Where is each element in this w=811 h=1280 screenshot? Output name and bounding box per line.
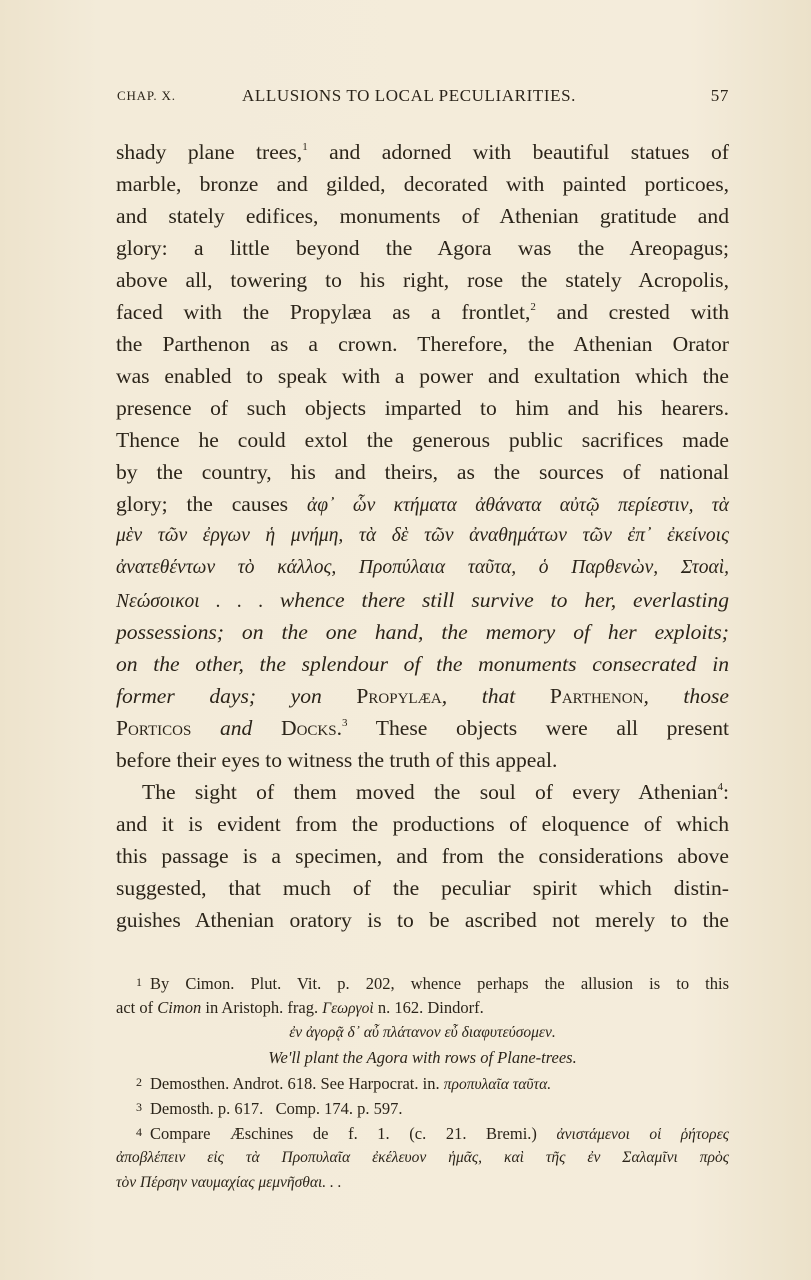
greek-quote-line: ἀνατεθέντων τὸ κάλλος, Προπύλαια ταῦτα, ὁ Παρθενὼν, Στοαὶ, — [116, 557, 729, 578]
footnote-4-cont: τὸν Πέρσην ναυμαχίας μεμνῆσθαι. . . — [116, 1174, 342, 1191]
text-line: glory; the causes ἀφ᾽ ὧν κτήματα ἀθάνατα αὐτῷ περίεστιν, τὰ — [116, 492, 730, 516]
footnotes — [116, 970, 729, 1195]
text-line: by the country, his and theirs, as the sources of national — [116, 460, 729, 484]
text-line: glory: a little beyond the Agora was the Areopagus; — [116, 236, 729, 260]
text-line: Νεώσοικοι . . . whence there still survive to her, everlasting — [116, 588, 730, 612]
body-text — [116, 136, 729, 936]
text-line: former days; yon Propylæa, that Parthenon, those — [116, 684, 729, 708]
text-line: was enabled to speak with a power and exultation which the — [116, 364, 729, 388]
text-line: shady plane trees,$^1$ and adorned with beautiful statues of — [116, 140, 729, 164]
footnote-number: 2 — [136, 1075, 142, 1089]
text-line: Porticos and Docks.$^3$ These objects were all present — [116, 716, 729, 740]
footnote-4-cont: ἀποβλέπειν εἰς τὰ Προπυλαῖα ἐκέλευον ἡμᾶς, καὶ τῆς ἐν Σαλαμῖνι πρὸς — [116, 1149, 729, 1166]
text-line: marble, bronze and gilded, decorated with painted porticoes, — [116, 172, 729, 196]
greek-quote: ἀφ᾽ ὧν κτήματα ἀθάνατα αὐτῷ περίεστιν, τὰ — [306, 495, 730, 516]
greek-quote: Νεώσοικοι . . . — [116, 591, 280, 612]
text-line: the Parthenon as a crown. Therefore, the Athenian Orator — [116, 332, 729, 356]
footnote-1-translation: We'll plant the Agora with rows of Plane-trees. — [268, 1048, 577, 1067]
text-line: The sight of them moved the soul of every Athenian$^4$: — [142, 780, 729, 804]
footnote-ref: 4 — [717, 781, 723, 793]
page-number: 57 — [710, 86, 729, 105]
text-line: and stately edifices, monuments of Athenian gratitude and — [116, 204, 729, 228]
text-line: faced with the Propylæa as a frontlet,$^2$ and crested with — [116, 300, 729, 324]
running-header — [117, 86, 729, 110]
text-line: possessions; on the one hand, the memory of her exploits; — [116, 620, 729, 644]
footnote-number: 1 — [136, 975, 142, 989]
footnote-4: 4 Compare Æschines de f. 1. (c. 21. Bremi.) ἀνιστάμενοι οἱ ῥήτορες — [136, 1124, 729, 1143]
text-line: presence of such objects imparted to him and his hearers. — [116, 396, 729, 420]
footnote-1-greek-verse: ἐν ἀγορᾷ δ᾽ αὖ πλάτανον εὖ διαφυτεύσομεν. — [289, 1024, 556, 1041]
text-line: this passage is a specimen, and from the considerations above — [116, 844, 729, 868]
footnote-1: 1 By Cimon. Plut. Vit. p. 202, whence perhaps the allusion is to this — [136, 974, 729, 993]
footnote-2: 2 Demosthen. Androt. 618. See Harpocrat. in. προπυλαῖα ταῦτα. — [136, 1074, 552, 1093]
text-line: on the other, the splendour of the monuments consecrated in — [116, 652, 729, 676]
text-line: before their eyes to witness the truth of this appeal. — [116, 748, 558, 772]
text-line: and it is evident from the productions of eloquence of which — [116, 812, 729, 836]
text-line: suggested, that much of the peculiar spirit which distin- — [116, 876, 729, 900]
footnote-ref: 1 — [302, 141, 308, 153]
text-line: Thence he could extol the generous public sacrifices made — [116, 428, 729, 452]
footnote-1-cont: act of Cimon in Aristoph. frag. Γεωργοὶ n. 162. Dindorf. — [116, 998, 484, 1017]
footnote-3: 3 Demosth. p. 617. Comp. 174. p. 597. — [136, 1099, 403, 1118]
running-title: ALLUSIONS TO LOCAL PECULIARITIES. — [242, 86, 576, 105]
footnote-ref: 2 — [530, 301, 536, 313]
chapter-label: CHAP. X. — [117, 88, 176, 103]
greek-quote-line: μὲν τῶν ἐργων ἡ μνήμη, τὰ δὲ τῶν ἀναθημάτων τῶν ἐπ᾽ ἐκείνοις — [116, 525, 729, 546]
text-line: guishes Athenian oratory is to be ascribed not merely to the — [116, 908, 729, 932]
text-line: above all, towering to his right, rose the stately Acropolis, — [116, 268, 729, 292]
footnote-number: 3 — [136, 1100, 142, 1114]
footnote-number: 4 — [136, 1125, 142, 1139]
footnote-ref: 3 — [342, 717, 348, 729]
